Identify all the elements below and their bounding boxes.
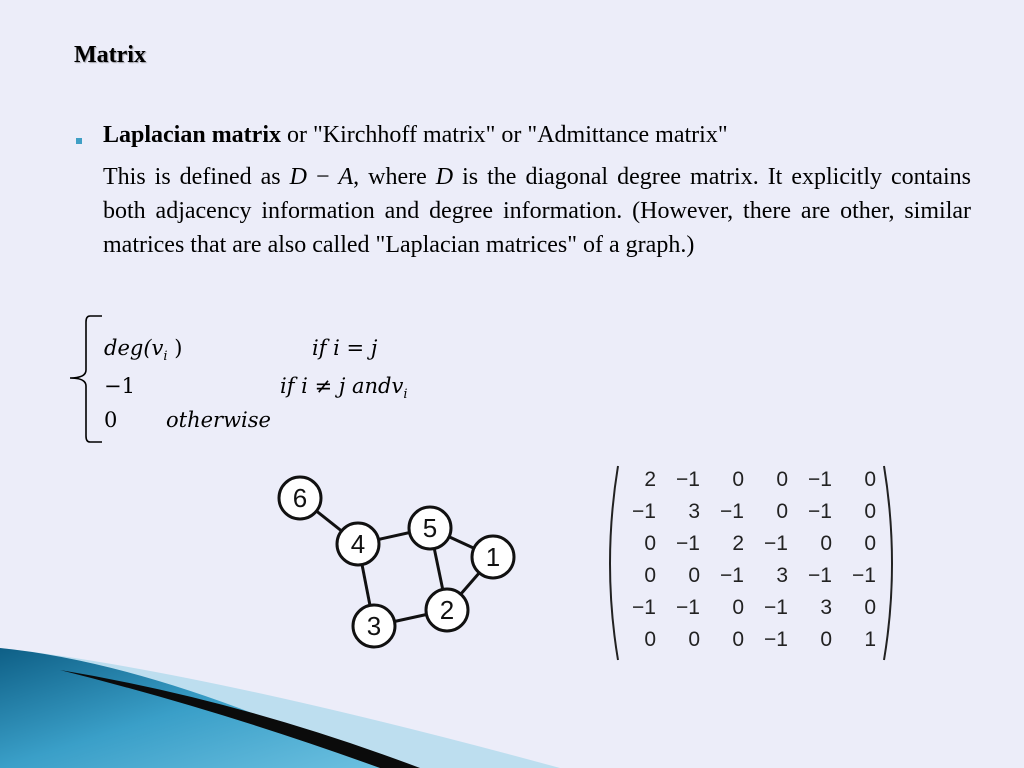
definition-paragraph [103, 160, 971, 262]
left-brace-icon [68, 314, 108, 444]
matrix-cell-r3-c3: 2 [732, 532, 744, 555]
case-cond-1: if i = j [312, 336, 378, 360]
matrix-cell-r3-c1: 0 [644, 532, 656, 555]
matrix-cell-r6-c6: 1 [864, 628, 876, 651]
matrix-cell-r4-c2: 0 [688, 564, 700, 587]
graph-node-label-3: 3 [366, 611, 382, 641]
matrix-cell-r2-c6: 0 [864, 500, 876, 523]
matrix-cell-r2-c2: 3 [688, 500, 700, 523]
para-minus: − [306, 164, 339, 190]
matrix-cell-r1-c5: −1 [808, 468, 832, 491]
bullet-rest: or "Kirchhoff matrix" or "Admittance matrix" [281, 122, 728, 148]
case-expr-2: −1 [104, 374, 135, 398]
case-cond-3: otherwise [166, 408, 271, 432]
matrix-cell-r1-c1: 2 [644, 468, 656, 491]
matrix-cell-r2-c5: −1 [808, 500, 832, 523]
case-sub-2: i [403, 387, 408, 403]
matrix-cell-r3-c5: 0 [820, 532, 832, 555]
case-expr-3: 0 [104, 408, 118, 432]
para-text-1: This is defined as [103, 164, 290, 190]
laplacian-matrix [596, 462, 906, 666]
matrix-cell-r5-c1: −1 [632, 596, 656, 619]
bullet-term: Laplacian matrix [103, 122, 281, 148]
matrix-cell-r4-c5: −1 [808, 564, 832, 587]
matrix-cell-r6-c2: 0 [688, 628, 700, 651]
matrix-cell-r2-c3: −1 [720, 500, 744, 523]
matrix-cell-r6-c4: −1 [764, 628, 788, 651]
para-text-2: , where [353, 164, 436, 190]
bullet-heading [103, 122, 728, 149]
case-sub-1: i [163, 349, 168, 365]
matrix-cell-r5-c4: −1 [764, 596, 788, 619]
piecewise-definition [68, 314, 488, 444]
matrix-cell-r6-c1: 0 [644, 628, 656, 651]
matrix-cell-r5-c6: 0 [864, 596, 876, 619]
case-row-1 [104, 336, 182, 364]
matrix-cell-r5-c2: −1 [676, 596, 700, 619]
matrix-cell-r1-c4: 0 [776, 468, 788, 491]
matrix-cell-r1-c3: 0 [732, 468, 744, 491]
matrix-cell-r2-c1: −1 [632, 500, 656, 523]
case-expr-1-close: ) [167, 336, 183, 360]
matrix-cell-r4-c3: −1 [720, 564, 744, 587]
decorative-wave [0, 640, 1024, 768]
graph-node-label-1: 1 [485, 542, 501, 572]
slide-title: Matrix [74, 42, 146, 68]
matrix-cell-r3-c4: −1 [764, 532, 788, 555]
para-symbol-a: A [338, 164, 354, 190]
square-bullet-icon [76, 138, 82, 144]
graph-node-label-5: 5 [422, 513, 438, 543]
graph-node-label-2: 2 [439, 595, 455, 625]
graph-node-label-6: 6 [292, 483, 308, 513]
matrix-cell-r6-c3: 0 [732, 628, 744, 651]
matrix-cell-r1-c6: 0 [864, 468, 876, 491]
para-symbol-d2: D [435, 164, 454, 190]
matrix-cell-r2-c4: 0 [776, 500, 788, 523]
case-cond-2-text: if i ≠ j andv [280, 374, 404, 398]
matrix-cell-r5-c3: 0 [732, 596, 744, 619]
matrix-cell-r3-c2: −1 [676, 532, 700, 555]
case-cond-2 [280, 374, 408, 402]
matrix-cell-r3-c6: 0 [864, 532, 876, 555]
para-symbol-d: D [289, 164, 307, 190]
matrix-cell-r4-c4: 3 [776, 564, 788, 587]
matrix-cell-r4-c6: −1 [852, 564, 876, 587]
graph-node-label-4: 4 [350, 529, 366, 559]
para-text-3: is the diagonal degree matrix. It explicitly contains both adjacency information and degree information. (However, there are other, similar matrices that are also called "Laplacian matrices" of a graph.) [103, 164, 971, 258]
case-expr-1: deg(v [104, 336, 164, 360]
matrix-cell-r1-c2: −1 [676, 468, 700, 491]
matrix-cell-r6-c5: 0 [820, 628, 832, 651]
matrix-cell-r4-c1: 0 [644, 564, 656, 587]
matrix-cell-r5-c5: 3 [820, 596, 832, 619]
